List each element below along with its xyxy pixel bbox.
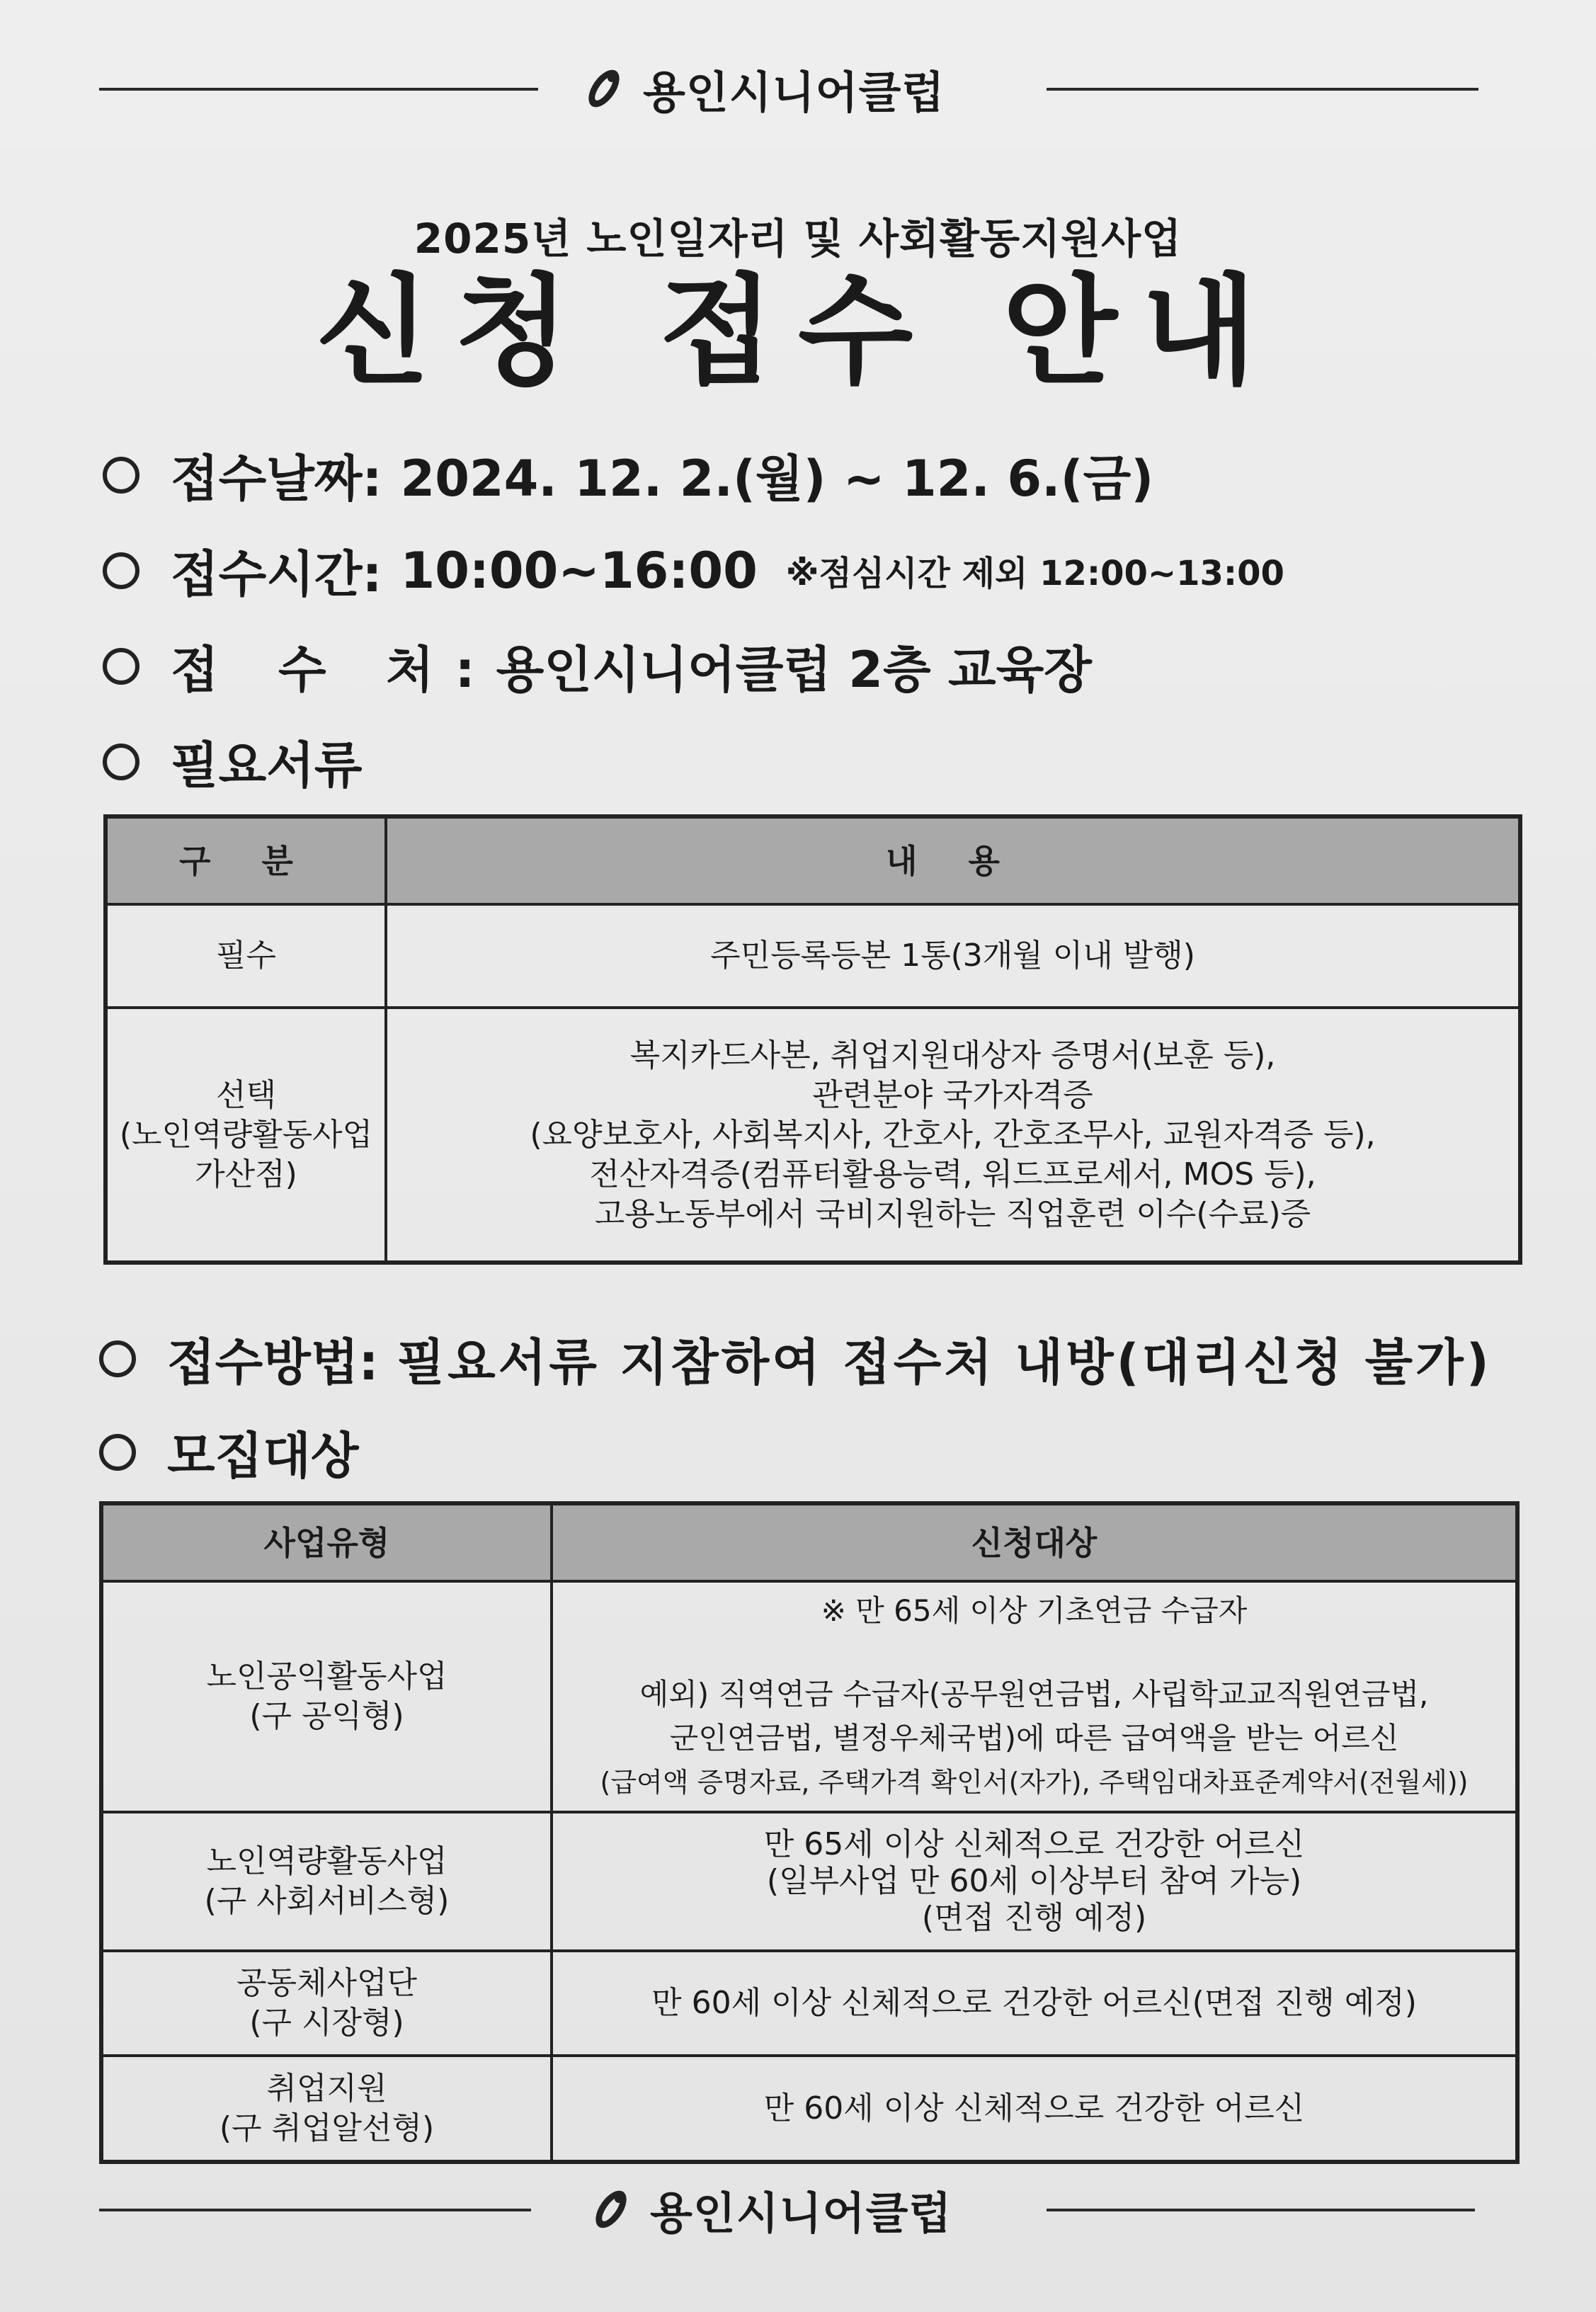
cell-line: (구 취업알선형) bbox=[219, 2109, 435, 2146]
docs-header-content: 내 용 bbox=[386, 816, 1520, 904]
info-docs bbox=[103, 726, 362, 797]
header-brand-row bbox=[0, 50, 1596, 127]
target-row-type bbox=[101, 1812, 552, 1951]
target-header-type: 사업유형 bbox=[101, 1503, 552, 1581]
table-row bbox=[106, 1008, 1520, 1263]
info-method bbox=[99, 1323, 1492, 1394]
time-value: 10:00~16:00 bbox=[400, 541, 758, 600]
cell-line: 만 60세 이상 신체적으로 건강한 어르신 bbox=[763, 2090, 1305, 2126]
docs-row-category bbox=[106, 904, 386, 1008]
docs-label: 필요서류 bbox=[171, 736, 363, 795]
target-row-target bbox=[552, 2056, 1517, 2162]
cell-line: (구 사회서비스형) bbox=[204, 1883, 450, 1919]
bullet-circle-icon bbox=[103, 648, 139, 685]
docs-row-category bbox=[106, 1008, 386, 1263]
brand-name: 용인시니어클럽 bbox=[643, 66, 945, 118]
cell-line: (구 시장형) bbox=[249, 2005, 404, 2041]
docs-table-header bbox=[106, 816, 1520, 904]
club-logo-icon bbox=[581, 65, 627, 112]
target-table-header bbox=[101, 1503, 1517, 1581]
cell-line: (면접 진행 예정) bbox=[921, 1900, 1147, 1936]
cell-line: 전산자격증(컴퓨터활용능력, 워드프로세서, MOS 등), bbox=[589, 1156, 1316, 1192]
cell-line: 선택 bbox=[215, 1076, 276, 1113]
brand-name: 용인시니어클럽 bbox=[650, 2187, 952, 2239]
target-row-target bbox=[552, 1812, 1517, 1951]
table-row bbox=[101, 1581, 1517, 1812]
table-row bbox=[101, 2056, 1517, 2162]
info-time bbox=[103, 535, 1284, 606]
header-brand bbox=[581, 50, 945, 127]
target-row-type bbox=[101, 1951, 552, 2056]
cell-line: 노인공익활동사업 bbox=[206, 1658, 448, 1695]
method-value: 필요서류 지참하여 접수처 내방(대리신청 불가) bbox=[397, 1333, 1492, 1391]
cell-line: 만 60세 이상 신체적으로 건강한 어르신(면접 진행 예정) bbox=[651, 1985, 1417, 2021]
bullet-circle-icon bbox=[103, 457, 139, 494]
cell-line: 군인연금법, 별정우체국법)에 따른 급여액을 받는 어르신 bbox=[669, 1721, 1399, 1755]
docs-table bbox=[103, 814, 1522, 1265]
cell-line: (구 공익형) bbox=[249, 1698, 404, 1734]
cell-line: (노인역량활동사업 bbox=[119, 1116, 373, 1153]
date-value: 2024. 12. 2.(월) ~ 12. 6.(금) bbox=[400, 450, 1154, 508]
cell-line: (급여액 증명자료, 주택가격 확인서(자가), 주택임대차표준계약서(전월세)) bbox=[600, 1767, 1469, 1798]
cell-line: 관련분야 국가자격증 bbox=[812, 1076, 1093, 1113]
info-date bbox=[103, 439, 1153, 511]
page-subtitle: 2025년 노인일자리 및 사회활동지원사업 bbox=[414, 215, 1182, 263]
cell-line: 필수 bbox=[215, 938, 276, 974]
cell-line: (요양보호사, 사회복지사, 간호사, 간호조무사, 교원자격증 등), bbox=[530, 1116, 1376, 1153]
bullet-circle-icon bbox=[99, 1340, 136, 1377]
cell-line: 공동체사업단 bbox=[236, 1965, 418, 2001]
footer-brand bbox=[588, 2170, 952, 2248]
page-title: 신청 접수 안내 bbox=[315, 262, 1281, 401]
header-rule-left bbox=[99, 88, 538, 91]
method-label: 접수방법: bbox=[167, 1333, 379, 1391]
cell-line: 취업지원 bbox=[266, 2070, 387, 2107]
target-row-target bbox=[552, 1581, 1517, 1812]
target-table bbox=[99, 1501, 1520, 2164]
cell-line: 가산점) bbox=[195, 1156, 297, 1192]
cell-line: 고용노동부에서 국비지원하는 직업훈련 이수(수료)증 bbox=[594, 1195, 1311, 1232]
info-target bbox=[99, 1416, 358, 1488]
docs-header-category: 구 분 bbox=[106, 816, 386, 904]
target-row-type bbox=[101, 1581, 552, 1812]
cell-line: 노인역량활동사업 bbox=[206, 1843, 448, 1879]
footer-rule-right bbox=[1047, 2209, 1475, 2211]
target-row-target bbox=[552, 1951, 1517, 2056]
club-logo-icon bbox=[588, 2186, 634, 2233]
table-row bbox=[101, 1951, 1517, 2056]
cell-line: 예외) 직역연금 수급자(공무원연금법, 사립학교교직원연금법, bbox=[639, 1677, 1429, 1712]
cell-line: 만 65세 이상 신체적으로 건강한 어르신 bbox=[763, 1826, 1305, 1862]
time-label: 접수시간: bbox=[171, 545, 382, 603]
cell-line: ※ 만 65세 이상 기초연금 수급자 bbox=[821, 1593, 1248, 1628]
bullet-circle-icon bbox=[103, 552, 139, 589]
info-place bbox=[103, 630, 1092, 702]
docs-row-content bbox=[386, 904, 1520, 1008]
cell-line: (일부사업 만 60세 이상부터 참여 가능) bbox=[766, 1863, 1302, 1899]
cell-line: 주민등록등본 1통(3개월 이내 발행) bbox=[710, 938, 1195, 974]
place-value: 용인시니어클럽 2층 교육장 bbox=[496, 641, 1092, 699]
target-row-type bbox=[101, 2056, 552, 2162]
docs-row-content bbox=[386, 1008, 1520, 1263]
place-label: 접 수 처: bbox=[171, 641, 496, 699]
date-label: 접수날짜: bbox=[171, 450, 382, 508]
bullet-circle-icon bbox=[103, 744, 139, 780]
table-row bbox=[106, 904, 1520, 1008]
footer-brand-row bbox=[0, 2170, 1596, 2248]
time-note: ※점심시간 제외 12:00~13:00 bbox=[785, 554, 1284, 593]
bullet-circle-icon bbox=[99, 1434, 136, 1471]
target-label: 모집대상 bbox=[167, 1427, 359, 1485]
target-header-target: 신청대상 bbox=[552, 1503, 1517, 1581]
header-rule-right bbox=[1047, 88, 1478, 91]
footer-rule-left bbox=[99, 2209, 531, 2211]
cell-line: 복지카드사본, 취업지원대상자 증명서(보훈 등), bbox=[629, 1037, 1276, 1074]
table-row bbox=[101, 1812, 1517, 1951]
